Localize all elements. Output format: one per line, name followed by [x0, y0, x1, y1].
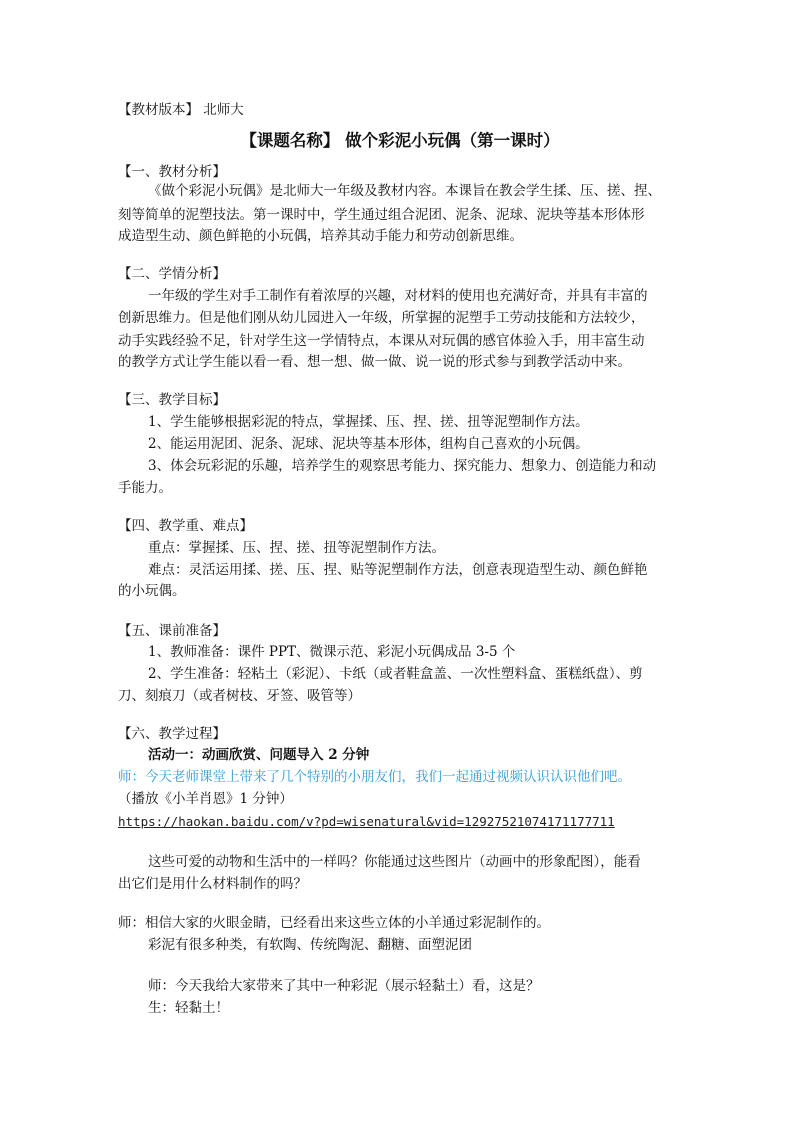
list-item: 2、能运用泥团、泥条、泥球、泥块等基本形体，组构自己喜欢的小玩偶。 — [148, 436, 589, 452]
paragraph-line: 出它们是用什么材料制作的吗？ — [118, 876, 307, 892]
list-item: 3、体会玩彩泥的乐趣，培养学生的观察思考能力、探究能力、想象力、创造能力和动 — [148, 458, 657, 474]
list-item: 重点：掌握揉、压、捏、搓、扭等泥塑制作方法。 — [148, 540, 445, 556]
page-title: 【课题名称】 做个彩泥小玩偶（第一课时） — [240, 131, 560, 150]
paragraph-line: 动手实践经验不足，针对学生这一学情特点，本课从对玩偶的感官体验入手，用丰富生动 — [118, 333, 645, 349]
section-heading-goals: 【三、教学目标】 — [118, 392, 226, 408]
activity-title: 活动一：动画欣赏、问题导入 2 分钟 — [148, 747, 370, 763]
list-item-cont: 手能力。 — [118, 480, 172, 496]
paragraph-line: 《做个彩泥小玩偶》是北师大一年级及教材内容。本课旨在教会学生揉、压、搓、捏、 — [148, 183, 661, 199]
student-line: 生：轻黏土！ — [148, 1000, 229, 1016]
paragraph-line: 创新思维力。但是他们刚从幼儿园进入一年级，所掌握的泥塑手工劳动技能和方法较少， — [118, 310, 645, 326]
teacher-line: 师：相信大家的火眼金睛，已经看出来这些立体的小羊通过彩泥制作的。 — [118, 915, 550, 931]
section-heading-key-points: 【四、教学重、难点】 — [118, 518, 253, 534]
paragraph-line: 这些可爱的动物和生活中的一样吗？你能通过这些图片（动画中的形象配图），能看 — [148, 854, 641, 870]
section-heading-process: 【六、教学过程】 — [118, 726, 226, 742]
paragraph-line: 成造型生动、颜色鲜艳的小玩偶，培养其动手能力和劳动创新思维。 — [118, 228, 523, 244]
section-heading-prep: 【五、课前准备】 — [118, 623, 226, 639]
list-item-cont: 的小玩偶。 — [118, 583, 186, 599]
paragraph-line: 一年级的学生对手工制作有着浓厚的兴趣，对材料的使用也充满好奇，并具有丰富的 — [148, 288, 648, 304]
paragraph-line: 的教学方式让学生能以看一看、想一想、做一做、说一说的形式参与到教学活动中来。 — [118, 354, 631, 370]
list-item-cont: 刀、刻痕刀（或者树枝、牙签、吸管等） — [118, 688, 361, 704]
list-item: 2、学生准备：轻粘土（彩泥）、卡纸（或者鞋盒盖、一次性塑料盒、蛋糕纸盘）、剪 — [148, 666, 643, 682]
list-item: 难点：灵活运用揉、搓、压、捏、贴等泥塑制作方法，创意表现造型生动、颜色鲜艳 — [148, 562, 648, 578]
edition-label: 【教材版本】 北师大 — [118, 102, 244, 118]
list-item: 1、教师准备：课件 PPT、微课示范、彩泥小玩偶成品 3-5 个 — [148, 644, 516, 660]
teacher-line-blue: 师：今天老师课堂上带来了几个特别的小朋友们，我们一起通过视频认识认识他们吧。 — [118, 769, 631, 785]
list-item: 1、学生能够根据彩泥的特点，掌握揉、压、捏、搓、扭等泥塑制作方法。 — [148, 414, 589, 430]
video-link[interactable]: https://haokan.baidu.com/v?pd=wisenatural&vid=12927521074171177711 — [118, 814, 615, 829]
play-note: （播放《小羊肖恩》1 分钟） — [118, 791, 293, 807]
section-heading-student: 【二、学情分析】 — [118, 266, 226, 282]
section-heading-analysis: 【一、教材分析】 — [118, 164, 226, 180]
paragraph-line: 彩泥有很多种类，有软陶、传统陶泥、翻糖、面塑泥团 — [148, 937, 472, 953]
teacher-line: 师：今天我给大家带来了其中一种彩泥（展示轻黏土）看，这是？ — [148, 978, 540, 994]
paragraph-line: 刻等简单的泥塑技法。第一课时中，学生通过组合泥团、泥条、泥球、泥块等基本形体形 — [118, 207, 645, 223]
